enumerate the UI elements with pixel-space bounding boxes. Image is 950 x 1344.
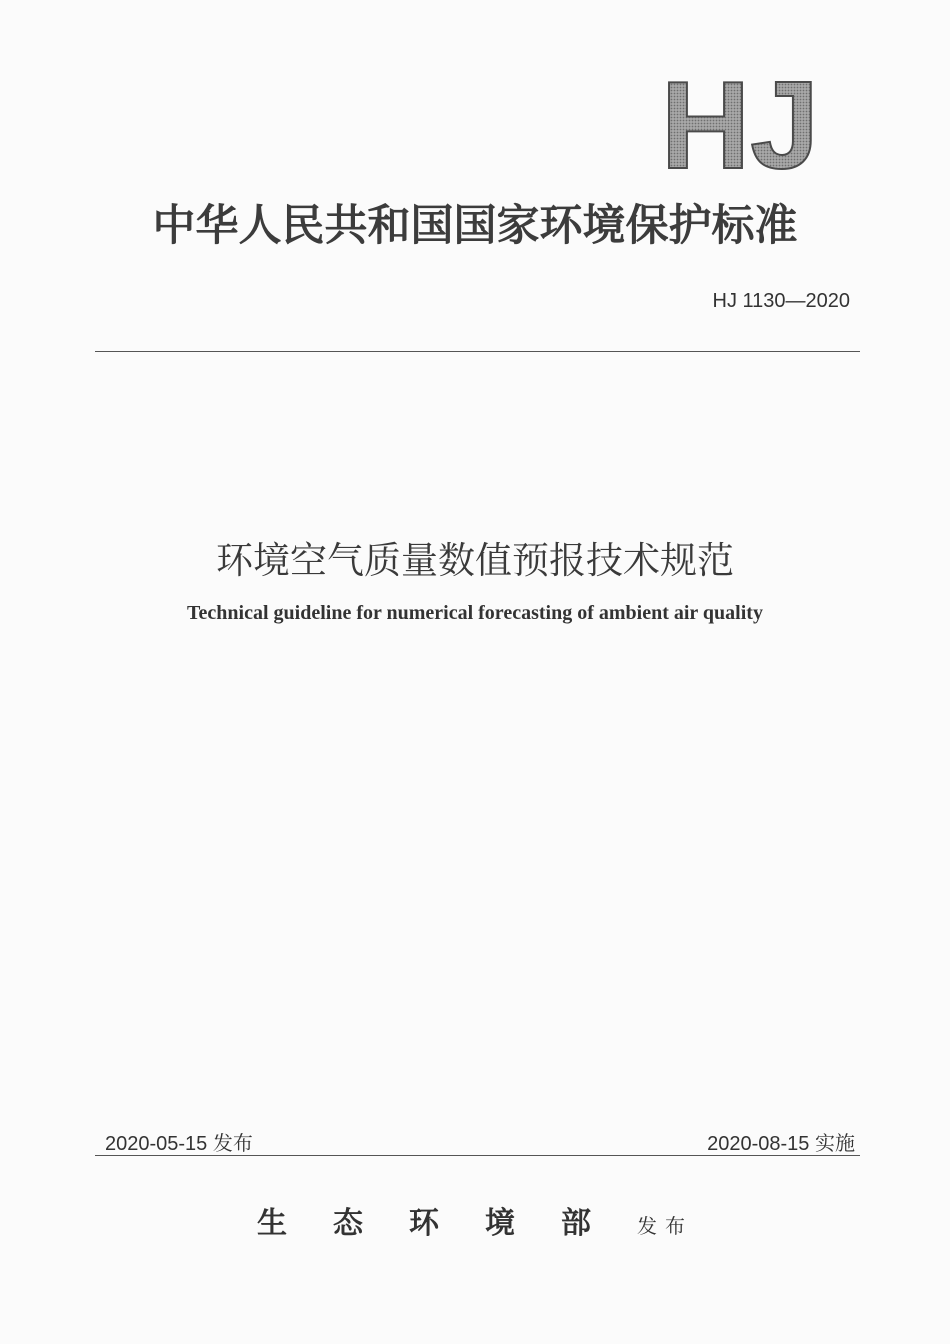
document-title-en: Technical guideline for numerical forecasting of ambient air quality [187, 602, 763, 624]
document-title-cn: 环境空气质量数值预报技术规范 [216, 539, 734, 582]
publisher-action: 发布 [637, 1214, 693, 1238]
hj-logo [640, 68, 840, 172]
standard-number: HJ 1130—2020 [712, 290, 850, 312]
bottom-divider [95, 1155, 860, 1156]
issue-date: 2020-05-15 发布 [105, 1133, 253, 1155]
publisher-name: 生态环境部 [257, 1206, 637, 1241]
hj-logo-text: HJ [660, 68, 820, 172]
effective-date: 2020-08-15 实施 [707, 1133, 855, 1155]
top-divider [95, 351, 860, 352]
standard-title: 中华人民共和国国家环境保护标准 [152, 201, 798, 251]
publisher-line [0, 1198, 950, 1242]
